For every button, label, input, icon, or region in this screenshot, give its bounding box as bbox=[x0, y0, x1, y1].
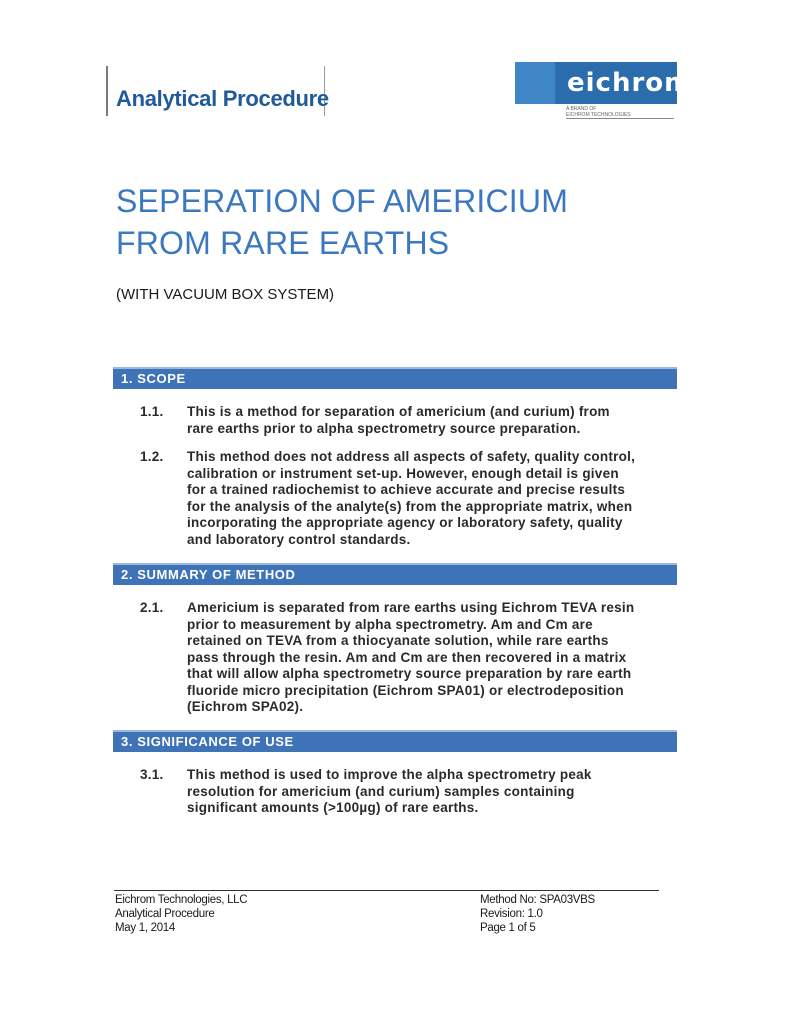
section-heading-label: 3. SIGNIFICANCE OF USE bbox=[121, 734, 294, 749]
section-heading-label: 2. SUMMARY OF METHOD bbox=[121, 567, 296, 582]
logo-stripe bbox=[515, 62, 555, 104]
footer-right bbox=[480, 893, 595, 935]
item-line: (Eichrom SPA02). bbox=[187, 699, 304, 714]
logo-wordmark: eichrom bbox=[567, 68, 693, 98]
item-line: prior to measurement by alpha spectrometry. Am and Cm are bbox=[187, 616, 593, 632]
item-line: This method does not address all aspects of safety, quality control, bbox=[187, 449, 636, 464]
logo-underline bbox=[566, 118, 674, 119]
item-line: for a trained radiochemist to achieve accurate and precise results bbox=[187, 482, 626, 497]
item-line: rare earths prior to alpha spectrometry source preparation. bbox=[187, 420, 581, 436]
item-text bbox=[187, 404, 679, 437]
item-line: resolution for americium (and curium) samples containing bbox=[187, 783, 575, 799]
logo-tagline bbox=[566, 106, 631, 118]
document-title-line-1: SEPERATION OF AMERICIUM bbox=[116, 183, 569, 219]
footer-date: May 1, 2014 bbox=[115, 922, 175, 934]
item-line: significant amounts (>100µg) of rare earths. bbox=[187, 800, 479, 815]
item-line: pass through the resin. Am and Cm are then recovered in a matrix bbox=[187, 649, 627, 665]
list-item-3-1 bbox=[140, 767, 680, 817]
list-item-1-2 bbox=[140, 449, 680, 549]
item-number: 1.2. bbox=[140, 449, 164, 464]
item-text bbox=[187, 600, 679, 716]
item-line: retained on TEVA from a thiocyanate solution, while rare earths bbox=[187, 633, 609, 648]
item-line: that will allow alpha spectrometry source preparation by rare earth bbox=[187, 666, 632, 681]
item-number: 2.1. bbox=[140, 600, 164, 615]
header-title: Analytical Procedure bbox=[116, 86, 329, 111]
section-heading-scope bbox=[113, 367, 677, 389]
item-line: calibration or instrument set-up. However, enough detail is given bbox=[187, 465, 619, 481]
logo-tagline-line-2: EICHROM TECHNOLOGIES bbox=[566, 112, 631, 118]
item-text bbox=[187, 767, 679, 817]
logo-text bbox=[567, 68, 700, 98]
eichrom-logo bbox=[515, 62, 701, 104]
item-line: for the analysis of the analyte(s) from the appropriate matrix, when bbox=[187, 498, 633, 514]
section-heading-label: 1. SCOPE bbox=[121, 371, 186, 386]
footer-doc-type: Analytical Procedure bbox=[115, 908, 215, 920]
footer-revision: Revision: 1.0 bbox=[480, 908, 543, 920]
item-text bbox=[187, 449, 679, 548]
footer-divider bbox=[114, 890, 659, 891]
logo-tagline-line-1: A BRAND OF bbox=[566, 106, 597, 112]
logo-registered-mark: ® bbox=[692, 68, 701, 76]
item-line: and laboratory control standards. bbox=[187, 531, 411, 547]
footer-method-no: Method No: SPA03VBS bbox=[480, 894, 595, 906]
footer-page-number: Page 1 of 5 bbox=[480, 922, 536, 934]
section-heading-summary-of-method bbox=[113, 563, 677, 585]
item-line: incorporating the appropriate agency or laboratory safety, quality bbox=[187, 515, 623, 530]
item-line: Americium is separated from rare earths using Eichrom TEVA resin bbox=[187, 600, 635, 615]
list-item-1-1 bbox=[140, 404, 680, 438]
footer-company: Eichrom Technologies, LLC bbox=[115, 894, 248, 906]
item-line: This is a method for separation of americium (and curium) from bbox=[187, 404, 610, 419]
item-line: fluoride micro precipitation (Eichrom SPA01) or electrodeposition bbox=[187, 682, 624, 698]
item-number: 3.1. bbox=[140, 767, 164, 782]
document-subtitle: (WITH VACUUM BOX SYSTEM) bbox=[116, 286, 335, 303]
item-line: This method is used to improve the alpha spectrometry peak bbox=[187, 767, 592, 782]
section-heading-significance-of-use bbox=[113, 730, 677, 752]
item-number: 1.1. bbox=[140, 404, 164, 419]
list-item-2-1 bbox=[140, 600, 680, 716]
document-title-line-2: FROM RARE EARTHS bbox=[116, 225, 450, 261]
footer-left bbox=[115, 893, 247, 935]
header-divider-left bbox=[106, 66, 108, 116]
document-title bbox=[116, 180, 568, 264]
